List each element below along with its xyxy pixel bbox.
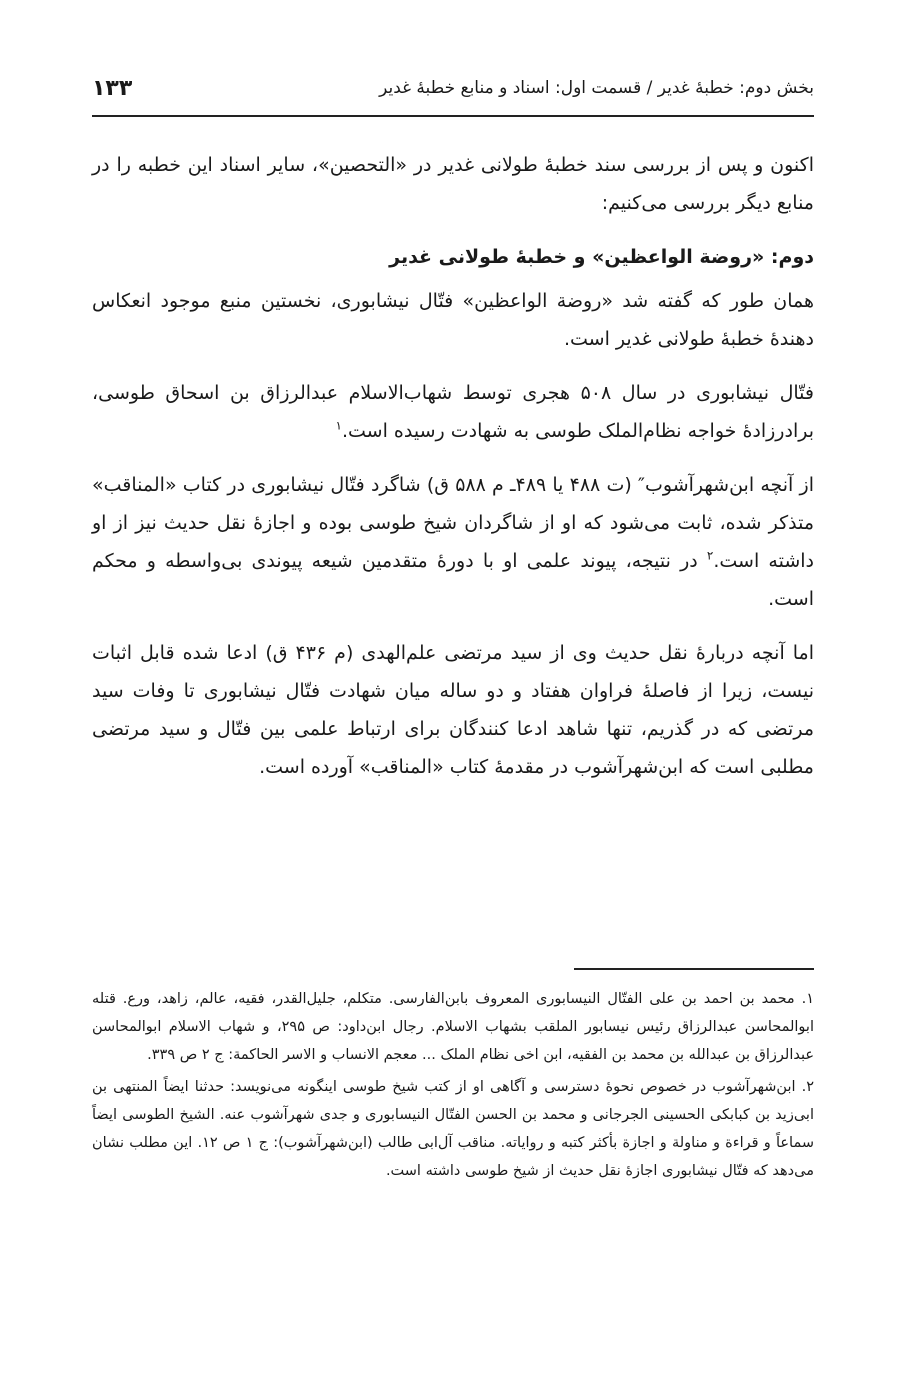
paragraph-3-text-b: در نتیجه، پیوند علمی او با دورۀ متقدمین شیعه پیوندی بی‌واسطه و محکم است. <box>92 550 814 610</box>
footnote-ref-1[interactable]: ۱ <box>335 418 342 433</box>
paragraph-4: اما آنچه دربارۀ نقل حدیث وی از سید مرتضی علم‌الهدی (م ۴۳۶ ق) ادعا شده قابل اثبات نیست، زیرا از فاصلۀ فراوان هفتاد و دو ساله میان شهادت فتّال نیشابوری تا وفات سید مرتضی که در گذریم، تنها شاهد ادعا کنندگان برای ارتباط علمی بین فتّال و سید مرتضی مطلبی است که ابن‌شهرآشوب در مقدمۀ کتاب «المناقب» آورده است. <box>92 642 814 778</box>
running-head: بخش دوم: خطبۀ غدیر / قسمت اول: اسناد و منابع خطبۀ غدیر <box>379 78 814 98</box>
paragraph-2-text: فتّال نیشابوری در سال ۵۰۸ هجری توسط شهاب‌الاسلام عبدالرزاق بن اسحاق طوسی، برادرزادۀ خواجه نظام‌الملک طوسی به شهادت رسیده است. <box>92 382 814 442</box>
intro-paragraph: اکنون و پس از بررسی سند خطبۀ طولانی غدیر در «التحصین»، سایر اسناد این خطبه را در منابع دیگر بررسی می‌کنیم: <box>92 154 814 214</box>
footnote-ref-2[interactable]: ۲ <box>706 548 714 563</box>
page-number: ۱۳۳ <box>92 75 133 101</box>
footnote-1: ۱. محمد بن احمد بن علی الفتّال النیسابوری المعروف بابن‌الفارسی. متکلم، جلیل‌القدر، فقیه، عالم، زاهد، ورع. قتله ابوالمحاسن عبدالرزاق رئیس نیسابور الملقب بشهاب الاسلام. رجال ابن‌داود: ص ۲۹۵، و شهاب الاسلام ابوالمحاسن عبدالرزاق بن عبدالله بن محمد بن الفقیه، ابن اخی نظام الملک ... معجم الانساب و الاسر الحاکمة: ج ۲ ص ۳۳۹. <box>92 991 814 1063</box>
footnote-2: ۲. ابن‌شهرآشوب در خصوص نحوۀ دسترسی و آگاهی او از کتب شیخ طوسی اینگونه می‌نویسد: حدثنا ایضاً المنتهی بن ابی‌زید بن کبابکی الحسینی الجرجانی و محمد بن الحسن الفتّال النیسابوری و جدی شهرآشوب عنه. الشیخ الطوسی ایضاً سماعاً و قراءة و مناولة و اجازة بأکثر کتبه و روایاته. مناقب آل‌ابی طالب (ابن‌شهرآشوب): ج ۱ ص ۱۲. این مطلب نشان می‌دهد که فتّال نیشابوری اجازۀ نقل حدیث از شیخ طوسی داشته است. <box>92 1079 815 1179</box>
footnote-separator <box>574 968 814 970</box>
header-rule <box>92 115 814 117</box>
paragraph-3-text-a: از آنچه ابن‌شهرآشوب″ (ت ۴۸۸ یا ۴۸۹ـ م ۵۸۸ ق) شاگرد فتّال نیشابوری در کتاب «المناقب» متذکر شده، ثابت می‌شود که او از شاگردان شیخ طوسی بوده و اجازۀ نقل حدیث نیز از او داشته است. <box>92 474 815 572</box>
paragraph-1: همان طور که گفته شد «روضة الواعظین» فتّال نیشابوری، نخستین منبع موجود انعکاس دهندۀ خطبۀ طولانی غدیر است. <box>92 290 814 350</box>
section-heading: دوم: «روضة الواعظین» و خطبۀ طولانی غدیر <box>389 246 814 268</box>
footnotes <box>92 985 814 1189</box>
paragraph-2 <box>92 374 814 450</box>
main-text <box>92 146 814 802</box>
paragraph-3 <box>92 466 814 618</box>
page-header <box>92 70 814 106</box>
